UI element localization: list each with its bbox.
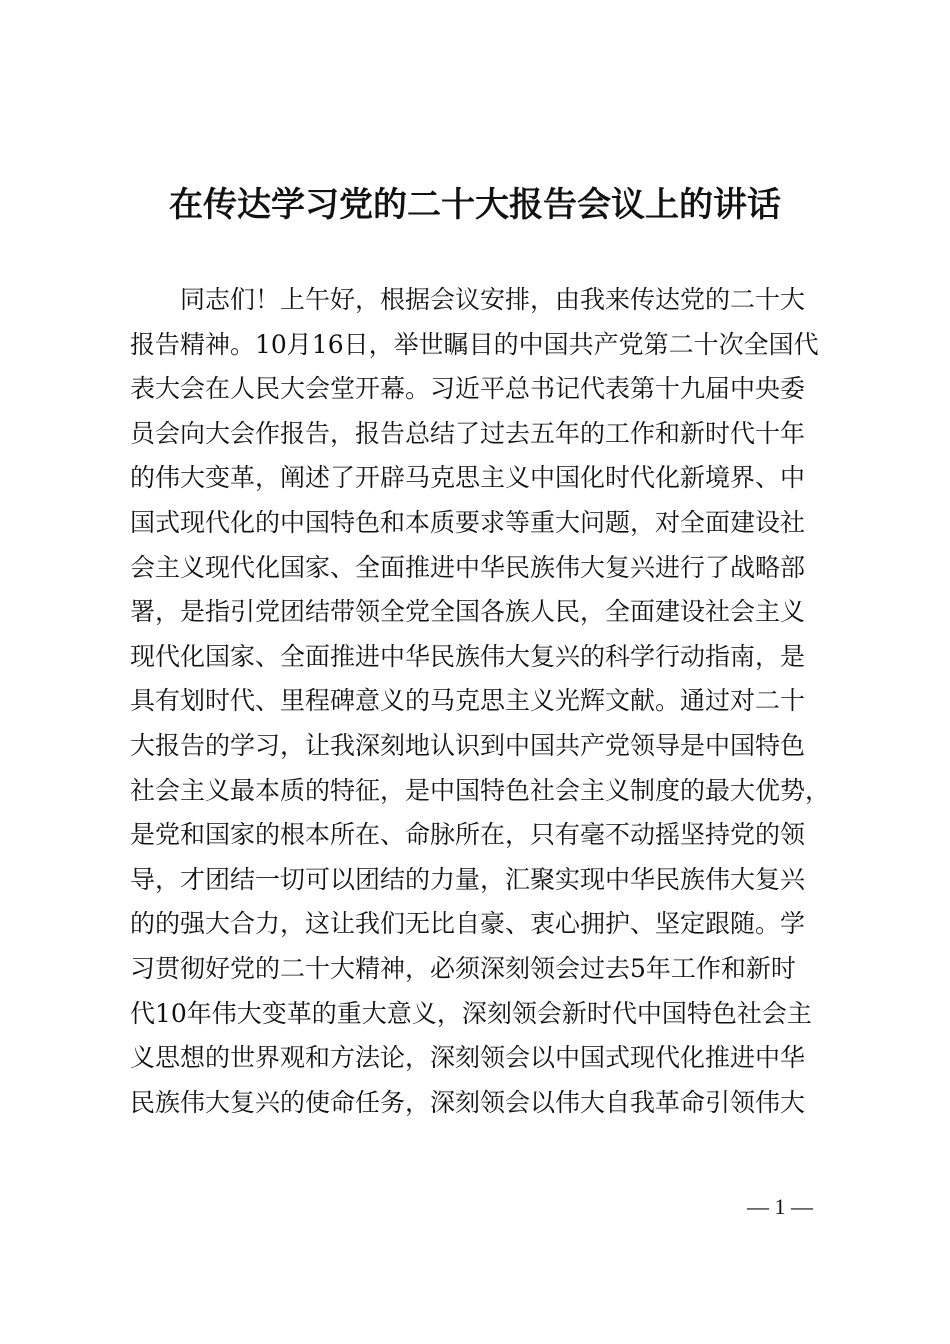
body-line: 同志们！上午好，根据会议安排，由我来传达党的二十大 <box>180 285 806 314</box>
body-line: 报告精神。10月16日，举世瞩目的中国共产党第二十次全国代 <box>130 329 819 359</box>
body-line: 大报告的学习，让我深刻地认识到中国共产党领导是中国特色 <box>130 730 806 760</box>
body-line: 代10年伟大变革的重大意义，深刻领会新时代中国特色社会主 <box>130 998 812 1028</box>
body-line: 习贯彻好党的二十大精神，必须深刻领会过去5年工作和新时 <box>130 953 796 983</box>
body-line: 国式现代化的中国特色和本质要求等重大问题，对全面建设社 <box>130 507 806 537</box>
body-line: 现代化国家、全面推进中华民族伟大复兴的科学行动指南，是 <box>130 641 806 671</box>
body-line: 会主义现代化国家、全面推进中华民族伟大复兴进行了战略部 <box>130 552 806 582</box>
document-title: 在传达学习党的二十大报告会议上的讲话 <box>169 185 781 225</box>
body-line: 表大会在人民大会堂开幕。习近平总书记代表第十九届中央委 <box>130 374 806 404</box>
page-number: — 1 — <box>747 1194 813 1219</box>
body-line: 社会主义最本质的特征，是中国特色社会主义制度的最大优势， <box>130 775 831 805</box>
body-line: 导，才团结一切可以团结的力量，汇聚实现中华民族伟大复兴 <box>130 864 806 894</box>
body-line: 义思想的世界观和方法论，深刻领会以中国式现代化推进中华 <box>130 1043 806 1073</box>
body-line: 是党和国家的根本所在、命脉所在，只有毫不动摇坚持党的领 <box>130 820 806 850</box>
body-line: 的伟大变革，阐述了开辟马克思主义中国化时代化新境界、中 <box>130 463 806 493</box>
body-line: 员会向大会作报告，报告总结了过去五年的工作和新时代十年 <box>130 418 806 448</box>
body-line: 署，是指引党团结带领全党全国各族人民，全面建设社会主义 <box>130 597 806 627</box>
body-line: 的的强大合力，这让我们无比自豪、衷心拥护、坚定跟随。学 <box>130 909 806 939</box>
document-body <box>130 278 840 1125</box>
body-line: 具有划时代、里程碑意义的马克思主义光辉文献。通过对二十 <box>130 686 806 716</box>
body-line: 民族伟大复兴的使命任务，深刻领会以伟大自我革命引领伟大 <box>130 1087 806 1117</box>
